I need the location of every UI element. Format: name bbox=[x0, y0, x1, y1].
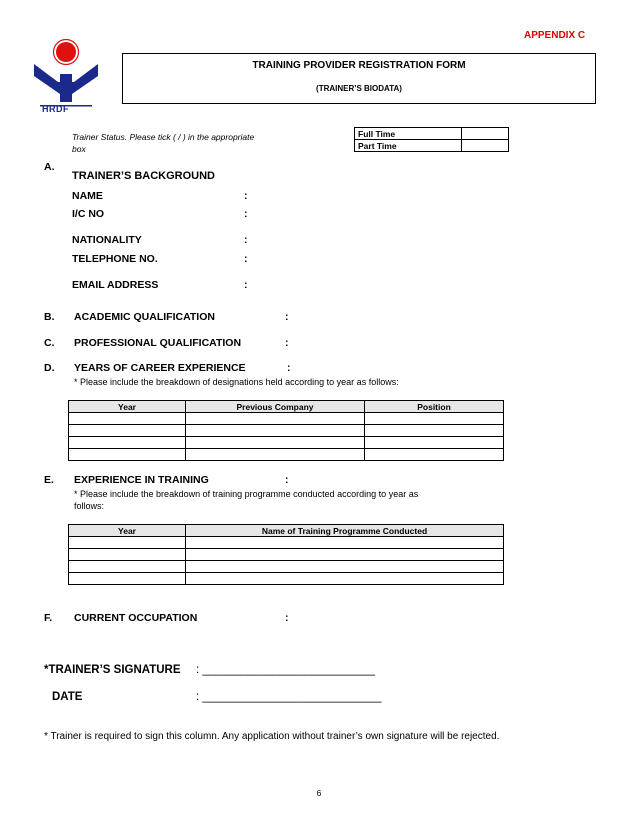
table-row bbox=[69, 449, 504, 461]
section-c-letter: C. bbox=[44, 337, 55, 349]
table-cell[interactable] bbox=[365, 413, 504, 425]
column-header-position: Position bbox=[365, 401, 504, 413]
table-row bbox=[69, 573, 504, 585]
table-cell[interactable] bbox=[69, 437, 186, 449]
table-row bbox=[69, 561, 504, 573]
section-b-title: ACADEMIC QUALIFICATION bbox=[74, 311, 215, 323]
status-checkbox-part-time[interactable] bbox=[462, 140, 509, 152]
table-cell[interactable] bbox=[69, 561, 186, 573]
logo-text: HRDF bbox=[42, 104, 69, 114]
status-row-full-time bbox=[355, 128, 509, 140]
section-c-title: PROFESSIONAL QUALIFICATION bbox=[74, 337, 242, 349]
date-label: DATE bbox=[52, 691, 83, 703]
status-row-part-time bbox=[355, 140, 509, 152]
field-email-colon[interactable]: : bbox=[244, 279, 248, 291]
section-f-title: CURRENT OCCUPATION bbox=[74, 612, 198, 624]
table-cell[interactable] bbox=[186, 573, 504, 585]
table-row bbox=[69, 413, 504, 425]
section-d-letter: D. bbox=[44, 362, 55, 374]
form-subtitle: (TRAINER’S BIODATA) bbox=[316, 84, 402, 93]
table-cell[interactable] bbox=[186, 549, 504, 561]
trainer-status-instruction: Trainer Status. Please tick ( / ) in the appropriate box bbox=[72, 132, 255, 154]
section-d-note: * Please include the breakdown of designations held according to year as follows: bbox=[74, 377, 399, 387]
section-d-colon[interactable]: : bbox=[287, 362, 291, 374]
section-f-letter: F. bbox=[44, 612, 53, 624]
table-cell[interactable] bbox=[186, 437, 365, 449]
form-title: TRAINING PROVIDER REGISTRATION FORM bbox=[252, 60, 466, 71]
table-row bbox=[69, 549, 504, 561]
table-row bbox=[69, 537, 504, 549]
trainer-status-table bbox=[354, 127, 509, 152]
footnote: * Trainer is required to sign this column. Any application without trainer’s own signature will be rejected. bbox=[44, 731, 500, 742]
field-email-label: EMAIL ADDRESS bbox=[72, 279, 159, 291]
table-cell[interactable] bbox=[186, 537, 504, 549]
section-b-letter: B. bbox=[44, 311, 55, 323]
field-name-label: NAME bbox=[72, 190, 103, 202]
table-cell[interactable] bbox=[186, 425, 365, 437]
page-number: 6 bbox=[316, 788, 322, 798]
appendix-label: APPENDIX C bbox=[524, 30, 586, 41]
section-e-colon[interactable]: : bbox=[285, 474, 289, 486]
table-cell[interactable] bbox=[69, 537, 186, 549]
field-telephone-colon[interactable]: : bbox=[244, 253, 248, 265]
section-e-note-continued: follows: bbox=[74, 501, 105, 511]
training-experience-table bbox=[68, 524, 504, 585]
table-cell[interactable] bbox=[69, 549, 186, 561]
table-cell[interactable] bbox=[69, 573, 186, 585]
field-nationality-label: NATIONALITY bbox=[72, 234, 142, 246]
column-header-programme: Name of Training Programme Conducted bbox=[186, 525, 504, 537]
column-header-company: Previous Company bbox=[186, 401, 365, 413]
field-ic-colon[interactable]: : bbox=[244, 208, 248, 220]
career-experience-table bbox=[68, 400, 504, 461]
table-cell[interactable] bbox=[69, 449, 186, 461]
field-ic-label: I/C NO bbox=[72, 208, 105, 220]
table-cell[interactable] bbox=[365, 449, 504, 461]
section-a-letter: A. bbox=[44, 161, 55, 173]
column-header-year: Year bbox=[69, 401, 186, 413]
field-name-colon[interactable]: : bbox=[244, 190, 248, 202]
field-nationality-colon[interactable]: : bbox=[244, 234, 248, 246]
section-c-colon[interactable]: : bbox=[285, 337, 289, 349]
field-telephone-label: TELEPHONE NO. bbox=[72, 253, 158, 265]
section-f-colon[interactable]: : bbox=[285, 612, 289, 624]
section-e-note: * Please include the breakdown of training programme conducted according to year as bbox=[74, 489, 419, 499]
status-checkbox-full-time[interactable] bbox=[462, 128, 509, 140]
table-cell[interactable] bbox=[69, 425, 186, 437]
signature-line[interactable]: : ___________________________ bbox=[196, 664, 376, 676]
section-e-letter: E. bbox=[44, 474, 54, 486]
table-cell[interactable] bbox=[186, 413, 365, 425]
table-row bbox=[69, 425, 504, 437]
table-header-row bbox=[69, 525, 504, 537]
form-title-box bbox=[122, 53, 596, 104]
table-cell[interactable] bbox=[69, 413, 186, 425]
column-header-year: Year bbox=[69, 525, 186, 537]
table-row bbox=[69, 437, 504, 449]
date-line[interactable]: : ____________________________ bbox=[196, 691, 382, 703]
section-d-title: YEARS OF CAREER EXPERIENCE bbox=[74, 362, 246, 374]
table-cell[interactable] bbox=[365, 437, 504, 449]
table-cell[interactable] bbox=[186, 561, 504, 573]
status-label: Part Time bbox=[355, 140, 462, 152]
table-cell[interactable] bbox=[186, 449, 365, 461]
section-e-title: EXPERIENCE IN TRAINING bbox=[74, 474, 209, 486]
table-cell[interactable] bbox=[365, 425, 504, 437]
section-b-colon[interactable]: : bbox=[285, 311, 289, 323]
signature-label: *TRAINER’S SIGNATURE bbox=[44, 664, 181, 676]
section-a-title: TRAINER’S BACKGROUND bbox=[72, 170, 215, 182]
hrdf-logo bbox=[30, 38, 102, 118]
table-header-row bbox=[69, 401, 504, 413]
status-label: Full Time bbox=[355, 128, 462, 140]
